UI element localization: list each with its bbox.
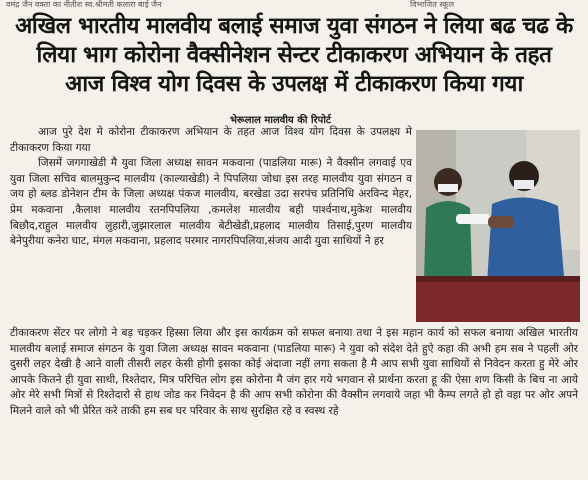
article-continuation	[10, 326, 578, 420]
vaccination-photo	[416, 130, 580, 322]
byline: भेरूलाल मालवीय की रिपोर्ट	[230, 115, 331, 126]
top-strip	[0, 0, 588, 9]
article-paragraph-2: जिसमें जगगाखेडी मै युवा जिला अध्यक्ष सावन मकवाना (पाडलिया मारू) ने वैक्सीन लगवाई एव युवा जिला सचिव बालमुकुन्द मालवीय (काल्याखेडी) ने पिपलिया जोधा इस तरह मालवीय युवा संगठन व जय हो ब्लड डोनेशन टीम के जिला अध्यक्ष पंकज मालवीय, बरखेडा उदा सरपंच प्रतिनिधि अरविन्द मेहर, प्रेम मकवाना ,कैलाश मालवीय रतनपिपलिया ,कमलेश मालवीय बही पार्श्वनाथ,मुकेश मालवीय बिछौद,राहुल मालवीय लुहारी,जुझारलाल मालवीय बेटीखेडी,प्रहलाद मालवीय तिसाई,पुरण मालवीय बेनेपुरीया कनेरा घाट, मंगल मकवाना, प्रहलाद परमार नागरपिपलिया,संजय आदी युवा साथियों ने हर	[10, 157, 412, 248]
headline-line-3: आज विश्व योग दिवस के उपलक्ष में टीकाकरण किया गया	[65, 71, 523, 97]
headline	[0, 12, 588, 99]
article-paragraph-1: आज पुरे देश मे कोरोना टीकाकरण अभियान के तहत आज विश्व योग दिवस के उपलक्ष्य मे टीकाकरण किया गया	[10, 126, 412, 154]
article-paragraph-3: टीकाकरण सेंटर पर लोगो ने बड़ चड़कर हिस्सा लिया और इस कार्यक्रम को सफल बनाया तथा ने इस महान कार्य को सफल बनाया अखिल भारतीय मालवीय बलाई समाज संगठन के युवा जिला अध्यक्ष सावन मकवाना (पाडलिया मारू) ने युवा को संदेश देते हुऐ कहा की अभी हम सब ने पहली ओर दुसरी लहर देखी है आने वाली तीसरी लहर केसी होगी इसका कोई अंदाजा नहीं लगा सकता है मै आप सभी युवा साथियों से निवेदन करता हु मेरे ओर आपके कितने ही युवा साथी, रिश्तेदार, मित्र परिचित लोग इस कोरोना मै जंग हार गये भगवान से प्रार्थना करता हू की ऐसा शण किसी के बिच ना आये ओर मेरे सभी मित्रों से रिश्तेदारो से हाथ जोड कर निवेदन है की आप सभी कोरोना की वैक्सीन लगवाये जहा भी कैम्प लगते हो हो वहा पर ओर अपने मिलने वाले को भी प्रेरित करे ताकी हम सब घर परिवार के साथ सुरक्षित रहे व स्वस्थ रहे	[10, 327, 578, 417]
top-strip-right: विभाजित स्कूल	[410, 0, 455, 9]
headline-line-1: अखिल भारतीय मालवीय बलाई समाज युवा संगठन ने लिया बढ चढ के	[15, 13, 573, 39]
top-strip-left: वमंद्र जैन वक्ता का नीतीश स्व.श्रीमती कलारा बाई जैन	[6, 0, 162, 9]
vaccination-photo-icon	[416, 130, 580, 322]
article-column	[10, 125, 412, 250]
headline-line-2: लिया भाग कोरोना वैक्सीनेशन सेन्टर टीकाकरण अभियान के तहत	[36, 42, 552, 68]
